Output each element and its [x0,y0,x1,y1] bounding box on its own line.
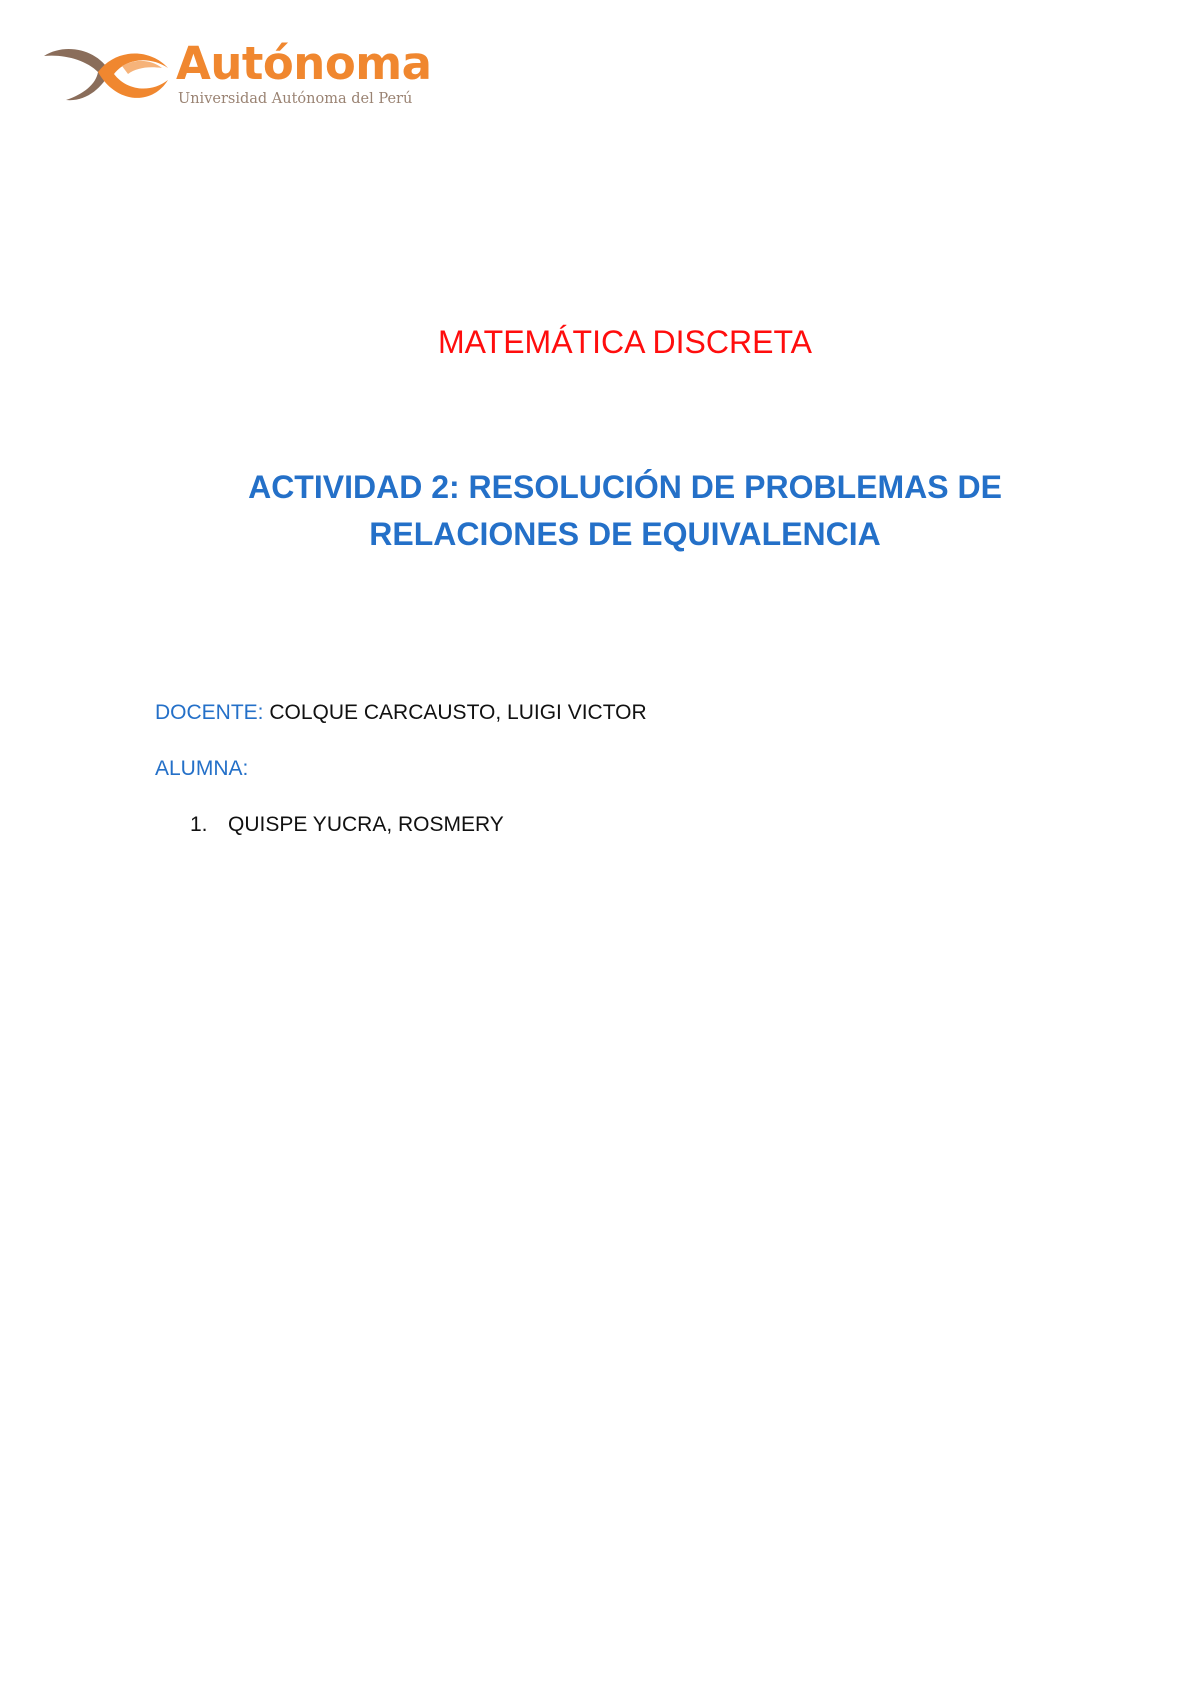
alumna-label: ALUMNA: [155,757,249,780]
logo-subtitle: Universidad Autónoma del Perú [178,91,413,107]
docente-name: COLQUE CARCAUSTO, LUIGI VICTOR [269,701,647,724]
docente-label: DOCENTE: [155,701,264,724]
course-title: MATEMÁTICA DISCRETA [438,324,812,360]
logo-wordmark: Autónoma [176,37,432,90]
student-number: 1. [190,813,208,836]
activity-title-line-2: RELACIONES DE EQUIVALENCIA [369,516,881,552]
list-item [190,812,504,838]
student-list [190,812,504,838]
university-logo [40,36,440,116]
activity-title-line-1: ACTIVIDAD 2: RESOLUCIÓN DE PROBLEMAS DE [248,469,1002,505]
autonoma-swoosh-logo-icon [40,40,172,112]
docente-row [155,700,647,726]
alumna-row [155,756,248,782]
student-name: QUISPE YUCRA, ROSMERY [228,813,504,836]
activity-title [60,464,1190,558]
